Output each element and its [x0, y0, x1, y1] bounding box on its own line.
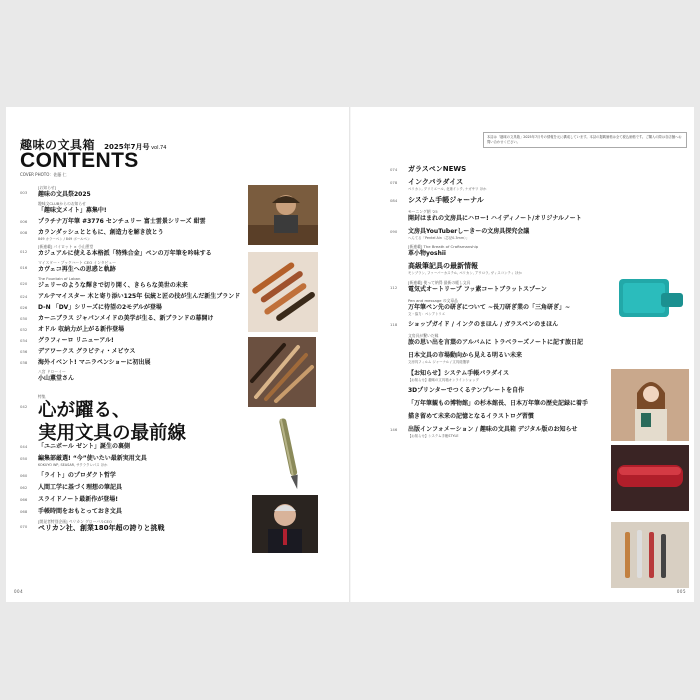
page-gutter: [349, 107, 351, 602]
page-number: 016: [20, 264, 28, 270]
entry-kicker: 趣味文CLUBからのお知らせ: [38, 201, 86, 206]
issue-date: 2025年7月号: [104, 143, 150, 151]
entry-subtitle: 文房具フィルム ジャーナル / 文具総選挙: [408, 360, 470, 364]
photo-pens-wood: [248, 252, 318, 332]
entry-kicker: Pen and message の文章品: [408, 297, 458, 303]
contents-entry: [20, 507, 245, 516]
entry-title: 高級筆記具の最新情報: [408, 262, 478, 270]
entry-title: 「ライト」のプロダクト哲学: [38, 471, 116, 479]
entry-title: ジェリーのような輝きで切り開く、きららな美世の未来: [38, 281, 188, 289]
entry-title: 旅の思い出を言葉のアルバムに トラベラーズノートに記す旅日記: [408, 339, 583, 346]
entry-subtitle: 文・協力：ペンアトリエ: [408, 311, 446, 316]
right-contents-list: [390, 165, 630, 443]
entry-title: スライドノート最新作が登場!: [38, 495, 119, 503]
page-number-right: 005: [676, 589, 686, 594]
page-number: 084: [390, 197, 398, 203]
entry-body: [38, 483, 245, 492]
contents-entry: [20, 276, 242, 290]
contents-entry: [390, 412, 630, 421]
entry-body: [38, 519, 245, 533]
photo-pelikan-ceo: [252, 495, 318, 553]
magazine-logo: 趣味の文具箱: [20, 138, 96, 152]
page-number: 012: [20, 248, 28, 254]
entry-title: オドル 収納力が上がる新作登場: [38, 325, 125, 333]
page-number: 003: [20, 190, 28, 195]
feature-title-line1: 心が躍る、: [38, 400, 131, 421]
entry-title: 海外イベント! マニラペンショーに初出展: [38, 358, 151, 366]
contents-entry: [390, 425, 630, 439]
entry-title: 電気式オートリーブ フッ素コートブラットスプーン: [408, 285, 547, 293]
contents-entry: [390, 351, 630, 365]
entry-title: 小山薫堂さん: [38, 374, 75, 382]
entry-body: [38, 358, 242, 367]
left-contents-list-2: [20, 442, 245, 536]
entry-body: [408, 209, 630, 223]
entry-body: [408, 425, 630, 439]
entry-body: [408, 227, 630, 241]
entry-body: [38, 442, 245, 451]
entry-body: [408, 298, 630, 317]
contents-entry: [390, 165, 630, 174]
entry-subtitle: へんてる「Pentel Ain〈芯径0.3mm〉」: [408, 235, 470, 240]
entry-title: プラチナ万年筆 #3776 センチュリー 富士雲景シリーズ 紺雲: [38, 218, 206, 225]
entry-kicker: [お知らせ]: [38, 185, 57, 190]
entry-title: 文房具YouTuberしーきーの文房具探究会議: [408, 227, 530, 235]
entry-title: カヴェコ再生への思惑と軌跡: [38, 265, 116, 273]
photo-strip: [611, 597, 689, 602]
page-number: 078: [390, 180, 398, 185]
notice-box: 本誌は「趣味の文具箱」2025年7月号の情報を元に構成しています。本誌の掲載価格は全て税込価格です。ご購入の際は各店舗へお問い合わせください。: [483, 132, 687, 148]
entry-subtitle: 【お知らせ】趣味の文具箱オンラインショップ: [408, 377, 479, 382]
contents-entry: [390, 333, 630, 347]
entry-body: [38, 292, 242, 301]
entry-body: [38, 314, 242, 323]
entry-kicker: 文房具が繋いだ縁: [408, 333, 439, 338]
page-number: 118: [390, 322, 398, 327]
entry-body: [38, 471, 245, 480]
contents-entry: [20, 228, 242, 242]
page-number: 062: [20, 484, 28, 490]
photo-gap: [611, 517, 689, 521]
photo-teal-notebook: [611, 267, 689, 331]
page-number: 060: [20, 472, 28, 478]
contents-entry: [390, 262, 630, 276]
contents-entry: [390, 209, 630, 223]
entry-title: D-N 「DV」シリーズに待望の2モデルが登場: [38, 303, 162, 311]
entry-title: インクパラダイス: [408, 178, 464, 186]
contents-entry: [20, 347, 242, 356]
contents-entry: [20, 260, 242, 274]
entry-title: 人間工学に基づく理想の筆記具: [38, 483, 123, 491]
contents-entry: [20, 314, 242, 323]
entry-body: [408, 399, 630, 408]
entry-kicker: [新連載] The Breath of Craftsmanship: [408, 244, 479, 249]
entry-body: [408, 165, 630, 174]
entry-body: [38, 228, 242, 242]
entry-body: [408, 386, 630, 395]
entry-title: ガラスペンNEWS: [408, 165, 467, 173]
entry-body: [38, 495, 245, 504]
photo-craftsman: [248, 185, 318, 245]
entry-body: [408, 320, 630, 329]
entry-subtitle: ペリカン, プリミエール, 北斎インク, ナガサワ ほか: [408, 187, 487, 191]
entry-title: 開封はまれの文房具にハロー! ハイディノート/オリジナルノート: [408, 214, 582, 222]
page-number: 034: [20, 337, 28, 343]
entry-body: [38, 260, 242, 274]
entry-title: デアワークス グラビティ・メビウス: [38, 347, 136, 355]
contents-entry: [390, 196, 630, 205]
entry-kicker: 八宮 ドローイー: [38, 368, 66, 374]
contents-entry: [20, 495, 245, 504]
contents-entry: [20, 358, 242, 367]
page-number: 074: [390, 167, 398, 172]
page-number: 112: [390, 284, 398, 290]
page-number: 008: [20, 230, 28, 235]
entry-title: 日本文具の市場動向から見える明るい未来: [408, 352, 523, 359]
entry-title: 革小物yoshii: [408, 250, 446, 257]
entry-body: [38, 217, 242, 226]
contents-entry: [20, 325, 242, 334]
entry-body: [38, 325, 242, 334]
entry-kicker: The Fountain of Laban: [38, 275, 81, 281]
cover-photo-credit: COVER PHOTO：佐藤 仁: [20, 172, 67, 177]
page-number: 066: [20, 496, 28, 502]
entry-title: グラフィーロ リニューアル!: [38, 336, 114, 344]
entry-kicker: [開発者特別企画] ペリカン グローバルCEO: [38, 518, 112, 524]
entry-subtitle: 849 カラーペン / 849 ボールペン: [38, 237, 91, 241]
feature-entry: [20, 394, 245, 445]
page-number: 038: [20, 359, 28, 365]
contents-entry: [20, 336, 242, 345]
page-number-left: 004: [14, 589, 24, 594]
contents-entry: [390, 178, 630, 192]
entry-body: [408, 262, 630, 276]
entry-body: [408, 280, 630, 294]
entry-title: 3Dプリンターでつくるテンプレートを自作: [408, 387, 525, 394]
photo-pens-flat: [248, 337, 316, 407]
page-number: 068: [20, 508, 28, 514]
photo-woman-notebook: [611, 369, 689, 441]
entry-title: 出版インフォメーション / 趣味の文具箱 デジタル版のお知らせ: [408, 426, 578, 433]
contents-entry: [390, 227, 630, 241]
page-number: 070: [20, 523, 28, 529]
entry-body: [38, 369, 242, 383]
page-number: 042: [20, 404, 28, 409]
contents-entry: [20, 454, 245, 468]
entry-body: [38, 201, 242, 215]
page-number: 090: [390, 228, 398, 234]
page-number: 050: [20, 456, 28, 461]
feature-kicker: 特集: [38, 394, 46, 399]
photo-pens-desk: [611, 522, 689, 588]
magazine-spread: [6, 107, 694, 602]
entry-title: 編集部厳選! “今”使いたい最新実用文具: [38, 455, 147, 462]
feature-title-line2: 実用文具の最前線: [38, 423, 187, 444]
page-number: 044: [20, 444, 28, 449]
contents-entry: [390, 399, 630, 408]
contents-entry: [20, 303, 242, 312]
contents-entry: [390, 369, 630, 383]
entry-title: アルテマイスター 木と寄り添い125年 伝統と匠の技が生んだ新生ブランド: [38, 292, 241, 300]
contents-entry: [20, 244, 242, 258]
contents-heading: CONTENTS: [20, 149, 139, 172]
entry-title: 万年筆ペン先の研ぎについて ~長刀研ぎ業の「三角研ぎ」~: [408, 303, 571, 311]
entry-title: ショップガイド / インクのまほん / ガラスペンのまほん: [408, 321, 559, 328]
page-number: 024: [20, 293, 28, 299]
left-contents-list: [20, 185, 242, 385]
entry-body: [38, 244, 242, 258]
page-number: 146: [390, 427, 398, 432]
entry-subtitle: 【お知らせ】システム手帳STYLE: [408, 434, 459, 438]
entry-kicker: モーニング朝 '25: [408, 208, 438, 214]
entry-title: 手帳時間をおもとっておき文具: [38, 507, 122, 515]
page-number: 032: [20, 326, 28, 332]
entry-body: [408, 244, 630, 258]
entry-title: 描き留めて未来の記憶となるイラストログ習慣: [408, 413, 534, 420]
contents-entry: [390, 280, 630, 294]
entry-title: 趣味の文具祭2025: [38, 191, 91, 198]
entry-body: [38, 276, 242, 290]
entry-kicker: [新連載] 使って納得 最新の帳し文具: [408, 279, 471, 285]
contents-entry: [20, 471, 245, 480]
entry-title: ペリカン社、創業180年超の誇りと挑戦: [38, 523, 165, 532]
contents-entry: [20, 369, 242, 383]
photo-red-pencase: [611, 445, 689, 511]
entry-body: [38, 454, 245, 468]
contents-entry: [20, 185, 242, 199]
entry-body: [408, 369, 630, 383]
entry-body: [408, 412, 630, 421]
masthead: [20, 134, 166, 178]
entry-title: カーニブラス ジャパンメイドの美学が生る、新ブランドの幕開け: [38, 314, 214, 322]
entry-body: [38, 303, 242, 312]
entry-body: [408, 196, 630, 205]
entry-title: 「万年筆観もの博物館」の杉本館長、日本万年筆の歴史記録に着手: [408, 400, 589, 407]
entry-title: カジュアルに使える本格派「特殊合金」ペンの万年筆を吟味する: [38, 249, 212, 257]
entry-body: [408, 178, 630, 192]
entry-title: カランダッシュとともに、創造力を解き放とう: [38, 229, 164, 236]
contents-entry: [20, 519, 245, 533]
contents-entry: [20, 217, 242, 226]
contents-entry: [390, 244, 630, 258]
contents-entry: [390, 320, 630, 329]
contents-entry: [20, 483, 245, 492]
entry-kicker: マイスター・ブックハート CEO インタビュー: [38, 259, 117, 265]
feature-block: [20, 394, 245, 445]
page-number: 006: [20, 219, 28, 224]
entry-title: 「趣味文メイト」募集中!: [38, 207, 107, 214]
photo-gold-pen: [264, 412, 314, 494]
page-number: 026: [20, 304, 28, 310]
contents-entry: [390, 298, 630, 317]
entry-body: [408, 351, 630, 365]
entry-body: [408, 333, 630, 347]
entry-kicker: [新連載] パイロット × 小山薫堂: [38, 243, 94, 249]
page-number: 030: [20, 315, 28, 321]
entry-subtitle: KOKUYO WP, SEASAR, サクラクレパス ほか: [38, 463, 108, 467]
contents-entry: [390, 386, 630, 395]
entry-body: [38, 185, 242, 199]
contents-entry: [20, 442, 245, 451]
page-number: 020: [20, 280, 28, 286]
entry-title: システム手帳ジャーナル: [408, 195, 484, 204]
contents-entry: [20, 201, 242, 215]
entry-body: [38, 507, 245, 516]
entry-title: 「ユニボール ゼント」誕生の裏側: [38, 443, 130, 450]
entry-title: 【お知らせ】システム手帳パラダイス: [408, 369, 509, 377]
issue-vol: vol.74: [151, 145, 167, 151]
entry-body: [38, 347, 242, 356]
contents-entry: [20, 292, 242, 301]
entry-body: [38, 336, 242, 345]
page-number: 036: [20, 348, 28, 354]
entry-subtitle: モンブラン, ファーバーカステル, ペリカン, アウロラ, ヴィスコンティ ほか: [408, 271, 522, 275]
